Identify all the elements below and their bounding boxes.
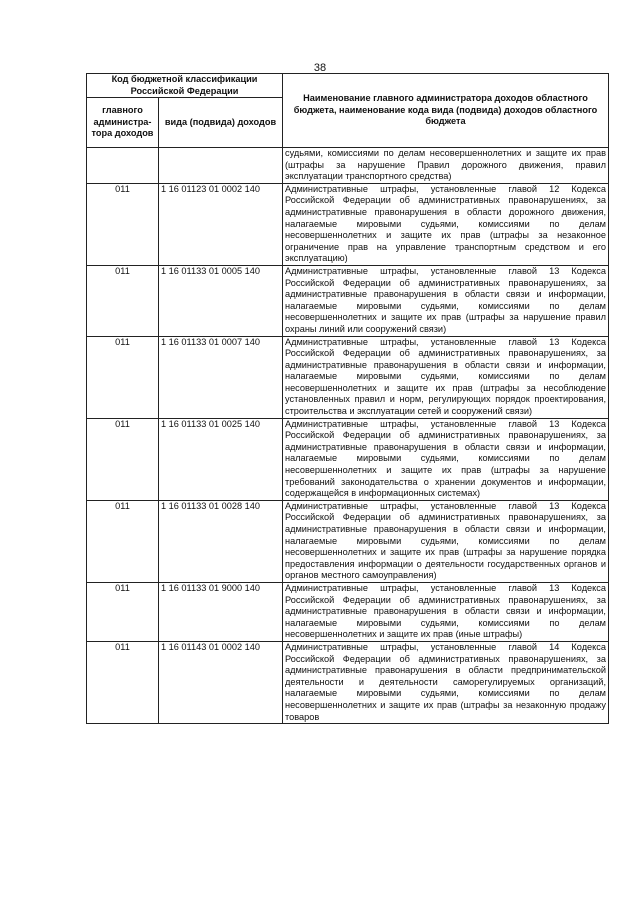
- admin-code-cell: 011: [87, 183, 159, 265]
- income-name-cell: Административные штрафы, установленные главой 12 Кодекса Российской Федерации об административных правонарушениях, за административные правонарушения в области дорожного движения, налагаемые мировыми судьями, комиссиями по делам несовершеннолетних и защите их прав (штрафы за незаконное ограничение прав на управление транспортным средством и его эксплуатацию): [283, 183, 609, 265]
- table-row: [87, 148, 609, 184]
- income-code-cell: 1 16 01133 01 0005 140: [159, 265, 283, 336]
- income-code-cell: 1 16 01123 01 0002 140: [159, 183, 283, 265]
- budget-classification-table: [86, 73, 609, 724]
- table-row: [87, 183, 609, 265]
- income-name-cell: Административные штрафы, установленные главой 13 Кодекса Российской Федерации об административных правонарушениях, за административные правонарушения в области связи и информации, налагаемые мировыми судьями, комиссиями по делам несовершеннолетних и защите их прав (штрафы за несоблюдение установленных правил и норм, регулирующих порядок проектирования, строительства и эксплуатации сетей и сооружений связи): [283, 336, 609, 418]
- income-name-cell: Административные штрафы, установленные главой 13 Кодекса Российской Федерации об административных правонарушениях, за административные правонарушения в области связи и информации, налагаемые мировыми судьями, комиссиями по делам несовершеннолетних и защите их прав (штрафы за нарушение порядка предоставления информации о деятельности государственных органов и органов местного самоуправления): [283, 500, 609, 582]
- page-number: 38: [313, 62, 327, 74]
- table-body: [87, 148, 609, 724]
- income-code-cell: 1 16 01143 01 0002 140: [159, 641, 283, 723]
- income-code-cell: 1 16 01133 01 0007 140: [159, 336, 283, 418]
- income-code-cell: 1 16 01133 01 0025 140: [159, 418, 283, 500]
- table-row: [87, 265, 609, 336]
- admin-code-cell: 011: [87, 582, 159, 641]
- income-name-cell: судьями, комиссиями по делам несовершеннолетних и защите их прав (штрафы за нарушение Правил дорожного движения, правил эксплуатации транспортного средства): [283, 148, 609, 184]
- admin-code-cell: 011: [87, 418, 159, 500]
- table-row: [87, 582, 609, 641]
- income-code-cell: 1 16 01133 01 9000 140: [159, 582, 283, 641]
- name-column-header: Наименование главного администратора доходов областного бюджета, наименование кода вида (подвида) доходов областного бюджета: [283, 74, 609, 148]
- admin-code-cell: 011: [87, 336, 159, 418]
- table-row: [87, 641, 609, 723]
- admin-column-header: главного администра-тора доходов: [87, 98, 159, 148]
- income-code-cell: 1 16 01133 01 0028 140: [159, 500, 283, 582]
- table-row: [87, 336, 609, 418]
- income-name-cell: Административные штрафы, установленные главой 13 Кодекса Российской Федерации об административных правонарушениях, за административные правонарушения в области связи и информации, налагаемые мировыми судьями, комиссиями по делам несовершеннолетних и защите их прав (иные штрафы): [283, 582, 609, 641]
- kbk-group-header: Код бюджетной классификации Российской Федерации: [87, 74, 283, 98]
- type-column-header: вида (подвида) доходов: [159, 98, 283, 148]
- income-name-cell: Административные штрафы, установленные главой 13 Кодекса Российской Федерации об административных правонарушениях, за административные правонарушения в области связи и информации, налагаемые мировыми судьями, комиссиями по делам несовершеннолетних и защите их прав (штрафы за нарушение правил охраны линий или сооружений связи): [283, 265, 609, 336]
- admin-code-cell: 011: [87, 265, 159, 336]
- income-name-cell: Административные штрафы, установленные главой 13 Кодекса Российской Федерации об административных правонарушениях, за административные правонарушения в области связи и информации, налагаемые мировыми судьями, комиссиями по делам несовершеннолетних и защите их прав (штрафы за нарушение требований законодательства о хранении документов и информации, содержащейся в информационных системах): [283, 418, 609, 500]
- table-row: [87, 418, 609, 500]
- table-row: [87, 500, 609, 582]
- income-code-cell: [159, 148, 283, 184]
- income-name-cell: Административные штрафы, установленные главой 14 Кодекса Российской Федерации об административных правонарушениях, за административные правонарушения в области предпринимательской деятельности и деятельности саморегулируемых организаций, налагаемые мировыми судьями, комиссиями по делам несовершеннолетних и защите их прав (штрафы за незаконную продажу товаров: [283, 641, 609, 723]
- admin-code-cell: [87, 148, 159, 184]
- admin-code-cell: 011: [87, 641, 159, 723]
- admin-code-cell: 011: [87, 500, 159, 582]
